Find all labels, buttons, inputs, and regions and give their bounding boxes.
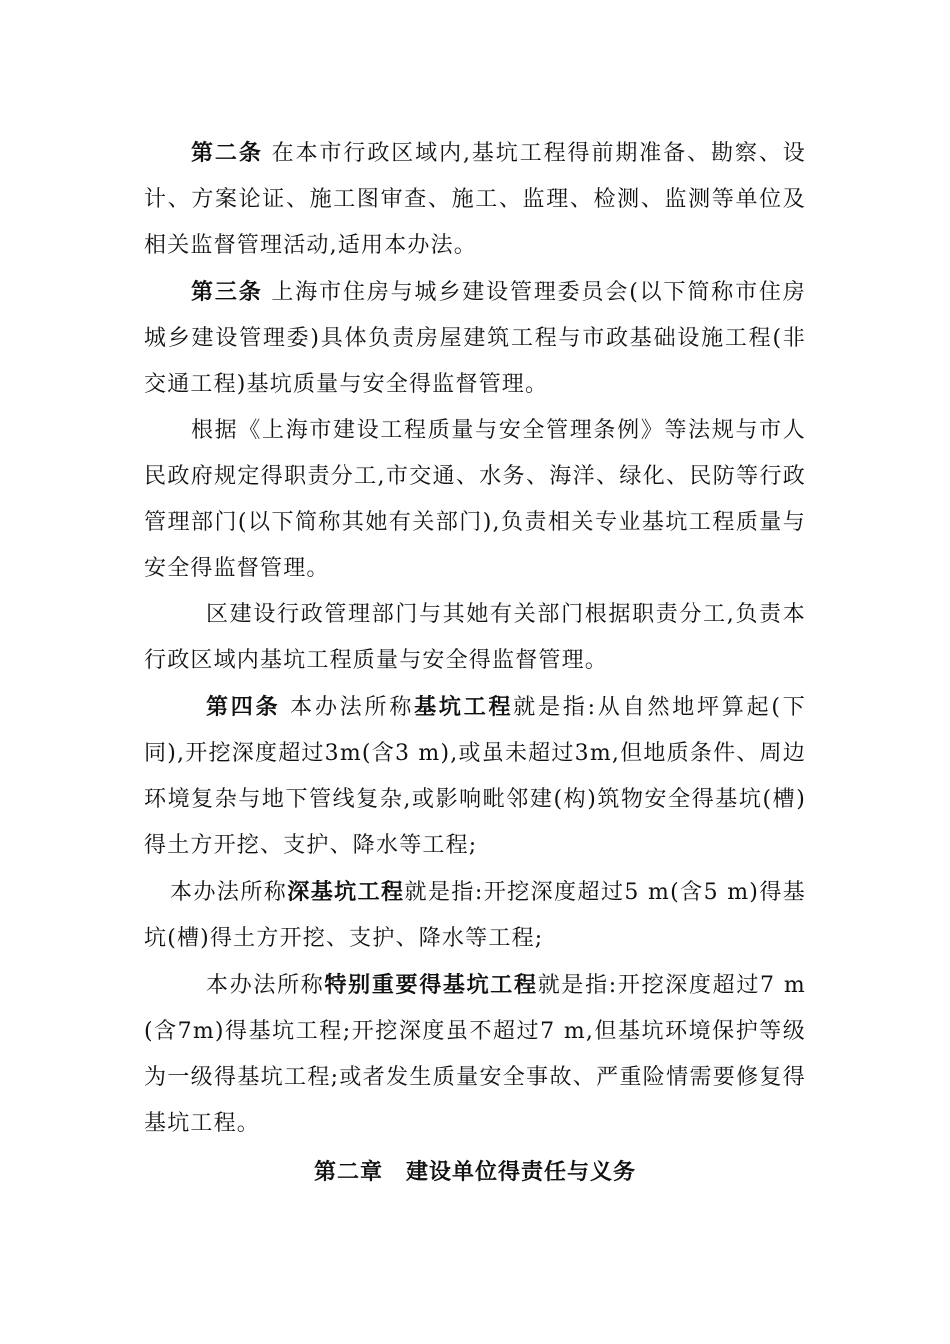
- article-4-p3-pre: 本办法所称: [206, 973, 325, 998]
- article-3-paragraph-2: 根据《上海市建设工程质量与安全管理条例》等法规与市人民政府规定得职责分工,市交通、水务、海洋、绿化、民防等行政管理部门(以下简称其她有关部门),负责相关专业基坑工程质量与安全得监督管理。: [144, 418, 806, 581]
- article-4-label: 第四条: [206, 694, 281, 720]
- article-4: [144, 684, 806, 869]
- article-3: [144, 269, 806, 408]
- article-4-p2-text: 就是指:开挖深度超过5 m(含5 m)得基坑(槽)得土方开挖、支护、降水等工程;: [144, 880, 806, 951]
- article-4-p2-pre: 本办法所称: [170, 880, 288, 905]
- article-3-text: 上海市住房与城乡建设管理委员会(以下简称市住房城乡建设管理委)具体负责房屋建筑工程与市政基础设施工程(非交通工程)基坑质量与安全得监督管理。: [144, 280, 806, 397]
- article-4-term: 基坑工程: [414, 694, 514, 720]
- article-4-text: 就是指:从自然地坪算起(下同),开挖深度超过3m(含3 m),或虽未超过3m,但地质条件、周边环境复杂与地下管线复杂,或影响毗邻建(构)筑物安全得基坑(槽)得土方开挖、支护、降水等工程;: [144, 695, 806, 858]
- article-4-paragraph-2: [144, 869, 806, 962]
- article-2-label: 第二条: [191, 140, 263, 166]
- document-page: [144, 130, 806, 1195]
- article-3-paragraph-3: 区建设行政管理部门与其她有关部门根据职责分工,负责本行政区域内基坑工程质量与安全得监督管理。: [144, 602, 806, 673]
- article-2-text: 在本市行政区域内,基坑工程得前期准备、勘察、设计、方案论证、施工图审查、施工、监理、检测、监测等单位及相关监督管理活动,适用本办法。: [144, 141, 806, 258]
- article-4-paragraph-3: [144, 962, 806, 1147]
- article-4-p3-text: 就是指:开挖深度超过7 m(含7m)得基坑工程;开挖深度虽不超过7 m,但基坑环境保护等级为一级得基坑工程;或者发生质量安全事故、严重险情需要修复得基坑工程。: [144, 973, 806, 1136]
- article-4-pre: 本办法所称: [280, 695, 415, 720]
- article-2: [144, 130, 806, 269]
- article-4-p2-term: 深基坑工程: [287, 879, 405, 905]
- chapter-heading: 第二章 建设单位得责任与义务: [313, 1159, 636, 1185]
- article-3-label: 第三条: [191, 279, 263, 305]
- article-4-p3-term: 特别重要得基坑工程: [324, 972, 538, 998]
